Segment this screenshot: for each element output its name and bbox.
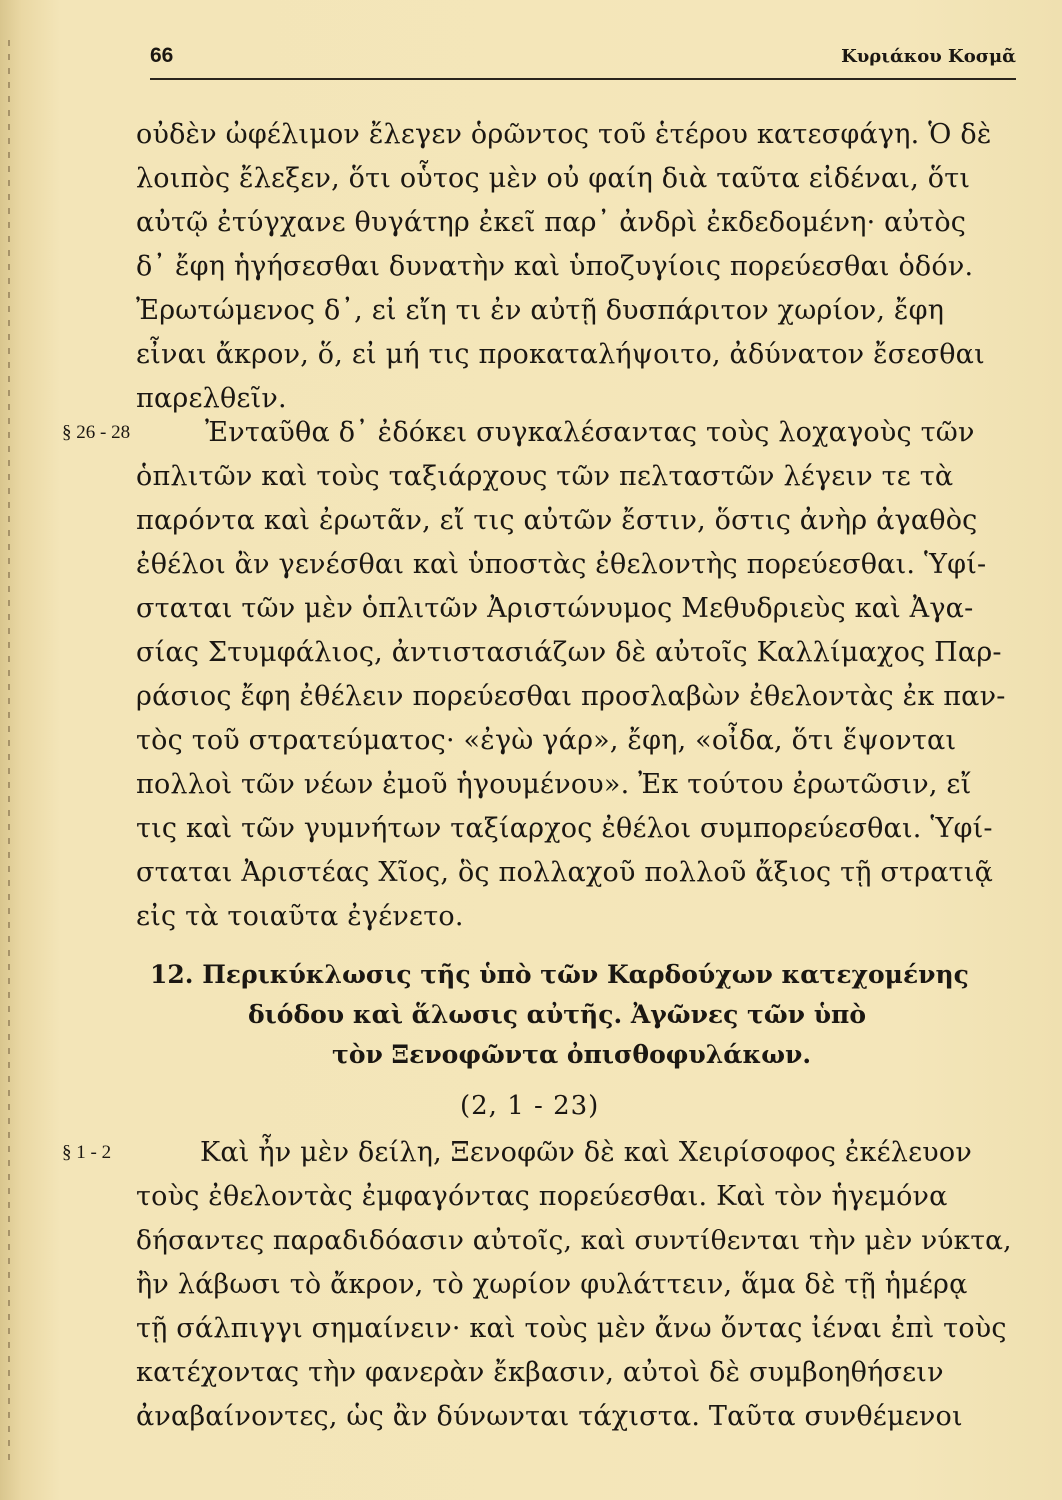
text-line: ράσιος ἔφη ἐθέλειν πορεύεσθαι προσλαβὼν ἐθελοντὰς ἐκ παν-: [136, 681, 1006, 712]
text-line: τῇ σάλπιγγι σημαίνειν· καὶ τοὺς μὲν ἄνω ὄντας ἰέναι ἐπὶ τοὺς: [136, 1313, 1007, 1344]
text-line: σίας Στυμφάλιος, ἀντιστασιάζων δὲ αὐτοῖς Καλλίμαχος Παρ-: [136, 637, 1002, 668]
text-line: εἰς τὰ τοιαῦτα ἐγένετο.: [136, 901, 464, 932]
text-line: κατέχοντας τὴν φανερὰν ἔκβασιν, αὐτοὶ δὲ συμβοηθήσειν: [136, 1357, 944, 1388]
text-line: αὐτῷ ἐτύγχανε θυγάτηρ ἐκεῖ παρ᾽ ἀνδρὶ ἐκδεδομένη· αὐτὸς: [136, 207, 967, 238]
text-line: πολλοὶ τῶν νέων ἐμοῦ ἡγουμένου». Ἐκ τούτου ἐρωτῶσιν, εἴ: [136, 769, 972, 800]
text-line: παρελθεῖν.: [136, 383, 287, 414]
text-line: σταται τῶν μὲν ὁπλιτῶν Ἀριστώνυμος Μεθυδριεὺς καὶ Ἀγα-: [136, 593, 974, 624]
page-number: 66: [150, 44, 174, 67]
text-line: ἢν λάβωσι τὸ ἄκρον, τὸ χωρίον φυλάττειν, ἅμα δὲ τῇ ἡμέρᾳ: [136, 1269, 968, 1300]
text-line: δήσαντες παραδιδόασιν αὐτοῖς, καὶ συντίθενται τὴν μὲν νύκτα,: [136, 1225, 1012, 1256]
text-line: ὁπλιτῶν καὶ τοὺς ταξιάρχους τῶν πελταστῶν λέγειν τε τὰ: [136, 461, 954, 492]
text-line: Ἐρωτώμενος δ᾽, εἰ εἴη τι ἐν αὐτῇ δυσπάριτον χωρίον, ἔφη: [136, 295, 945, 326]
text-line: παρόντα καὶ ἐρωτᾶν, εἴ τις αὐτῶν ἔστιν, ὅστις ἀνὴρ ἀγαθὸς: [136, 505, 978, 536]
section-reference: § 26 - 28: [62, 422, 131, 443]
page-header: [150, 44, 1016, 80]
binding-gutter: [8, 40, 10, 1460]
text-line: Ἐνταῦθα δ᾽ ἐδόκει συγκαλέσαντας τοὺς λοχαγοὺς τῶν: [205, 417, 975, 448]
text-line: οὐδὲν ὠφέλιμον ἔλεγεν ὁρῶντος τοῦ ἑτέρου κατεσφάγη. Ὁ δὲ: [136, 119, 992, 150]
text-line: τοὺς ἐθελοντὰς ἐμφαγόντας πορεύεσθαι. Καὶ τὸν ἡγεμόνα: [136, 1181, 948, 1212]
source-reference: (2, 1 - 23): [460, 1091, 600, 1121]
text-line: δ᾽ ἔφη ἡγήσεσθαι δυνατὴν καὶ ὑποζυγίοις πορεύεσθαι ὁδόν.: [136, 251, 974, 282]
text-line: ἀναβαίνοντες, ὡς ἂν δύνωνται τάχιστα. Ταῦτα συνθέμενοι: [136, 1401, 963, 1432]
text-line: τις καὶ τῶν γυμνήτων ταξίαρχος ἐθέλοι συμπορεύεσθαι. Ὑφί-: [136, 813, 993, 844]
text-line: Καὶ ἦν μὲν δείλη, Ξενοφῶν δὲ καὶ Χειρίσοφος ἐκέλευον: [200, 1137, 972, 1168]
text-line: τὸς τοῦ στρατεύματος· «ἐγὼ γάρ», ἔφη, «οἶδα, ὅτι ἕψονται: [136, 725, 957, 756]
chapter-heading-line: διόδου καὶ ἅλωσις αὐτῆς. Ἀγῶνες τῶν ὑπὸ: [248, 1000, 867, 1029]
text-line: σταται Ἀριστέας Χῖος, ὃς πολλαχοῦ πολλοῦ ἄξιος τῇ στρατιᾷ: [136, 857, 994, 888]
chapter-heading-line: 12. Περικύκλωσις τῆς ὑπὸ τῶν Καρδούχων κατεχομένης: [150, 960, 969, 989]
text-line: ἐθέλοι ἂν γενέσθαι καὶ ὑποστὰς ἐθελοντὴς πορεύεσθαι. Ὑφί-: [136, 549, 987, 580]
text-line: εἶναι ἄκρον, ὅ, εἰ μή τις προκαταλήψοιτο, ἀδύνατον ἔσεσθαι: [136, 339, 985, 370]
section-reference: § 1 - 2: [62, 1142, 112, 1163]
text-line: λοιπὸς ἔλεξεν, ὅτι οὗτος μὲν οὐ φαίη διὰ ταῦτα εἰδέναι, ὅτι: [136, 163, 971, 194]
chapter-heading-line: τὸν Ξενοφῶντα ὀπισθοφυλάκων.: [332, 1040, 812, 1069]
running-title: Κυριάκου Κοσμᾶ: [841, 46, 1016, 67]
